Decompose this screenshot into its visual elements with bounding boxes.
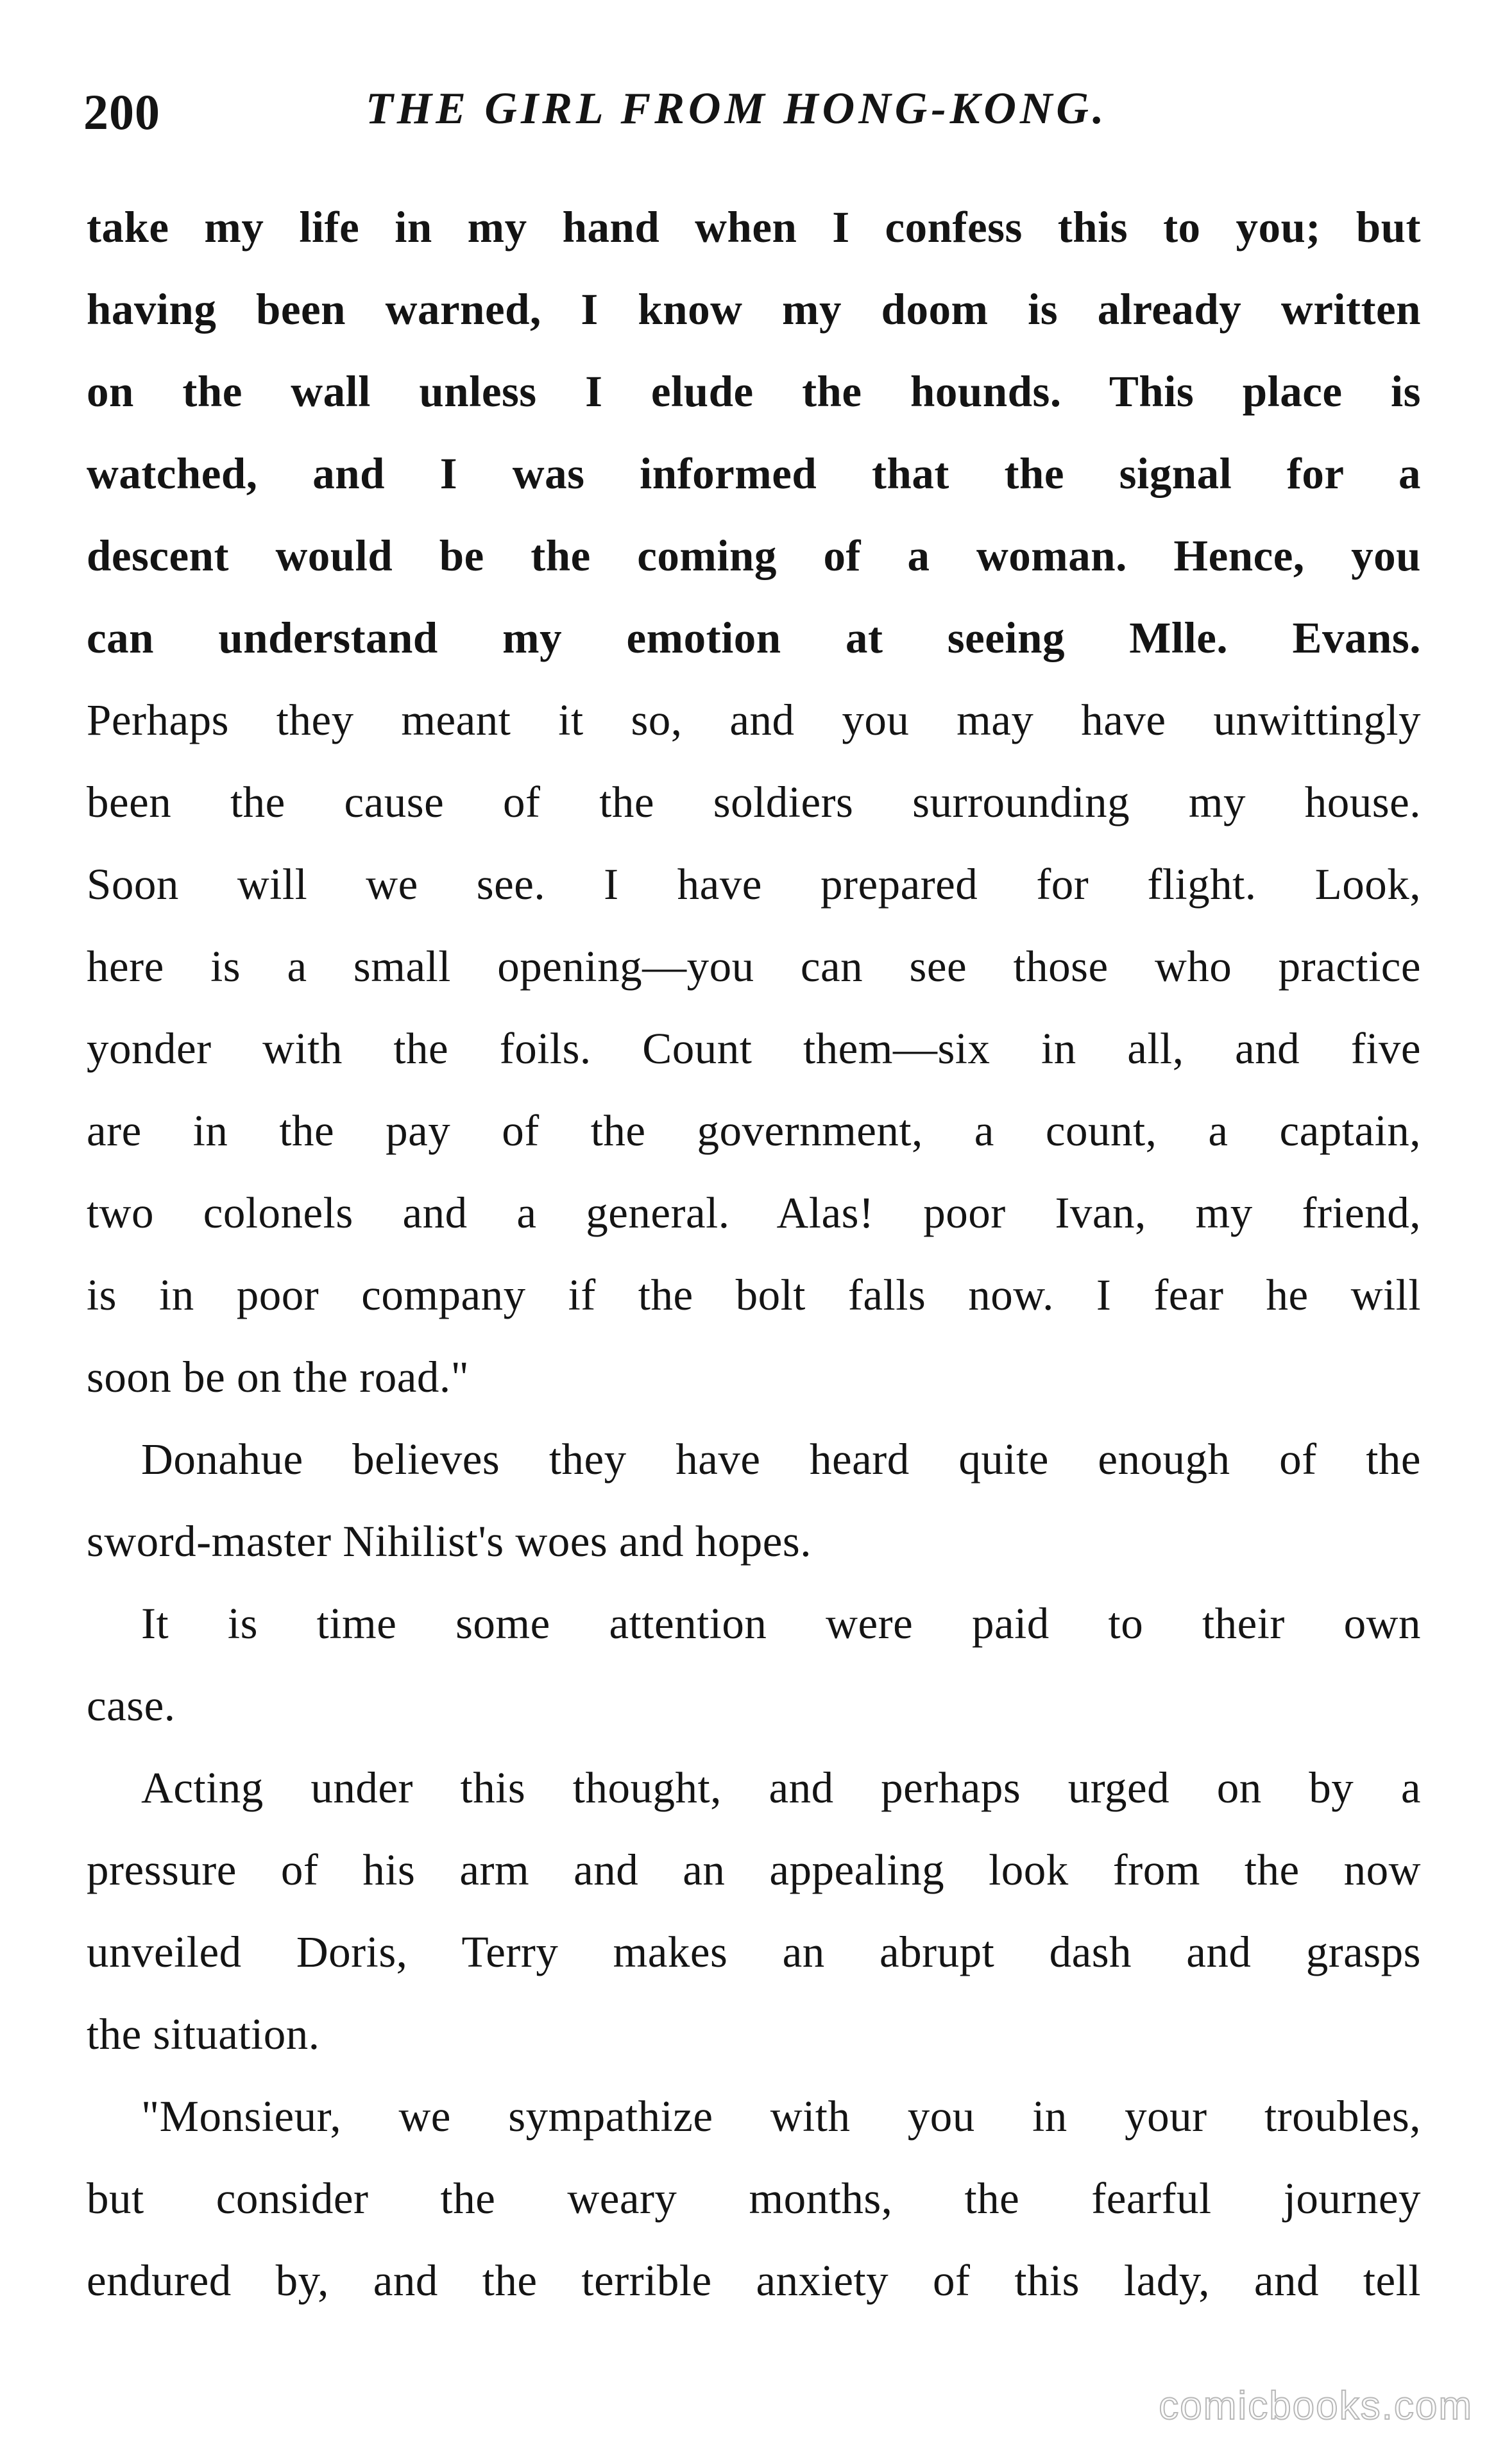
text-line: yonder with the foils. Count them—six in all, and five [87, 1024, 1421, 1073]
text-line: been the cause of the soldiers surrounding my house. [87, 778, 1421, 826]
text-line: Perhaps they meant it so, and you may have unwittingly [87, 696, 1421, 744]
body-text [87, 186, 1421, 2322]
page-number: 200 [83, 84, 160, 140]
text-line: on the wall unless I elude the hounds. This place is [87, 367, 1421, 416]
running-title: THE GIRL FROM HONG-KONG. [366, 84, 1108, 133]
text-line: the situation. [87, 2010, 320, 2058]
running-header [83, 83, 1431, 154]
text-line: can understand my emotion at seeing Mlle. Evans. [87, 613, 1421, 662]
text-line: Acting under this thought, and perhaps urged on by a [141, 1763, 1421, 1812]
text-line: here is a small opening—you can see those who practice [87, 942, 1421, 991]
text-line: sword-master Nihilist's woes and hopes. [87, 1517, 812, 1566]
text-line: take my life in my hand when I confess this to you; but [87, 203, 1421, 252]
text-line: Donahue believes they have heard quite enough of the [141, 1435, 1421, 1484]
text-line: descent would be the coming of a woman. Hence, you [87, 531, 1421, 580]
text-line: soon be on the road." [87, 1353, 470, 1401]
text-line: pressure of his arm and an appealing look from the now [87, 1845, 1421, 1894]
text-line: watched, and I was informed that the signal for a [87, 449, 1421, 498]
text-line: but consider the weary months, the fearful journey [87, 2174, 1421, 2223]
text-line: unveiled Doris, Terry makes an abrupt dash and grasps [87, 1928, 1421, 1976]
text-line: "Monsieur, we sympathize with you in your troubles, [141, 2092, 1421, 2141]
watermark: comicbooks.com [1159, 2384, 1473, 2428]
text-line: endured by, and the terrible anxiety of this lady, and tell [87, 2256, 1421, 2305]
text-line: two colonels and a general. Alas! poor Ivan, my friend, [87, 1188, 1421, 1237]
text-line: is in poor company if the bolt falls now. I fear he will [87, 1270, 1421, 1319]
text-line: are in the pay of the government, a count, a captain, [87, 1106, 1421, 1155]
text-line: Soon will we see. I have prepared for flight. Look, [87, 860, 1421, 909]
text-line: having been warned, I know my doom is already written [87, 285, 1421, 334]
text-line: It is time some attention were paid to their own [141, 1599, 1421, 1648]
text-line: case. [87, 1681, 176, 1730]
